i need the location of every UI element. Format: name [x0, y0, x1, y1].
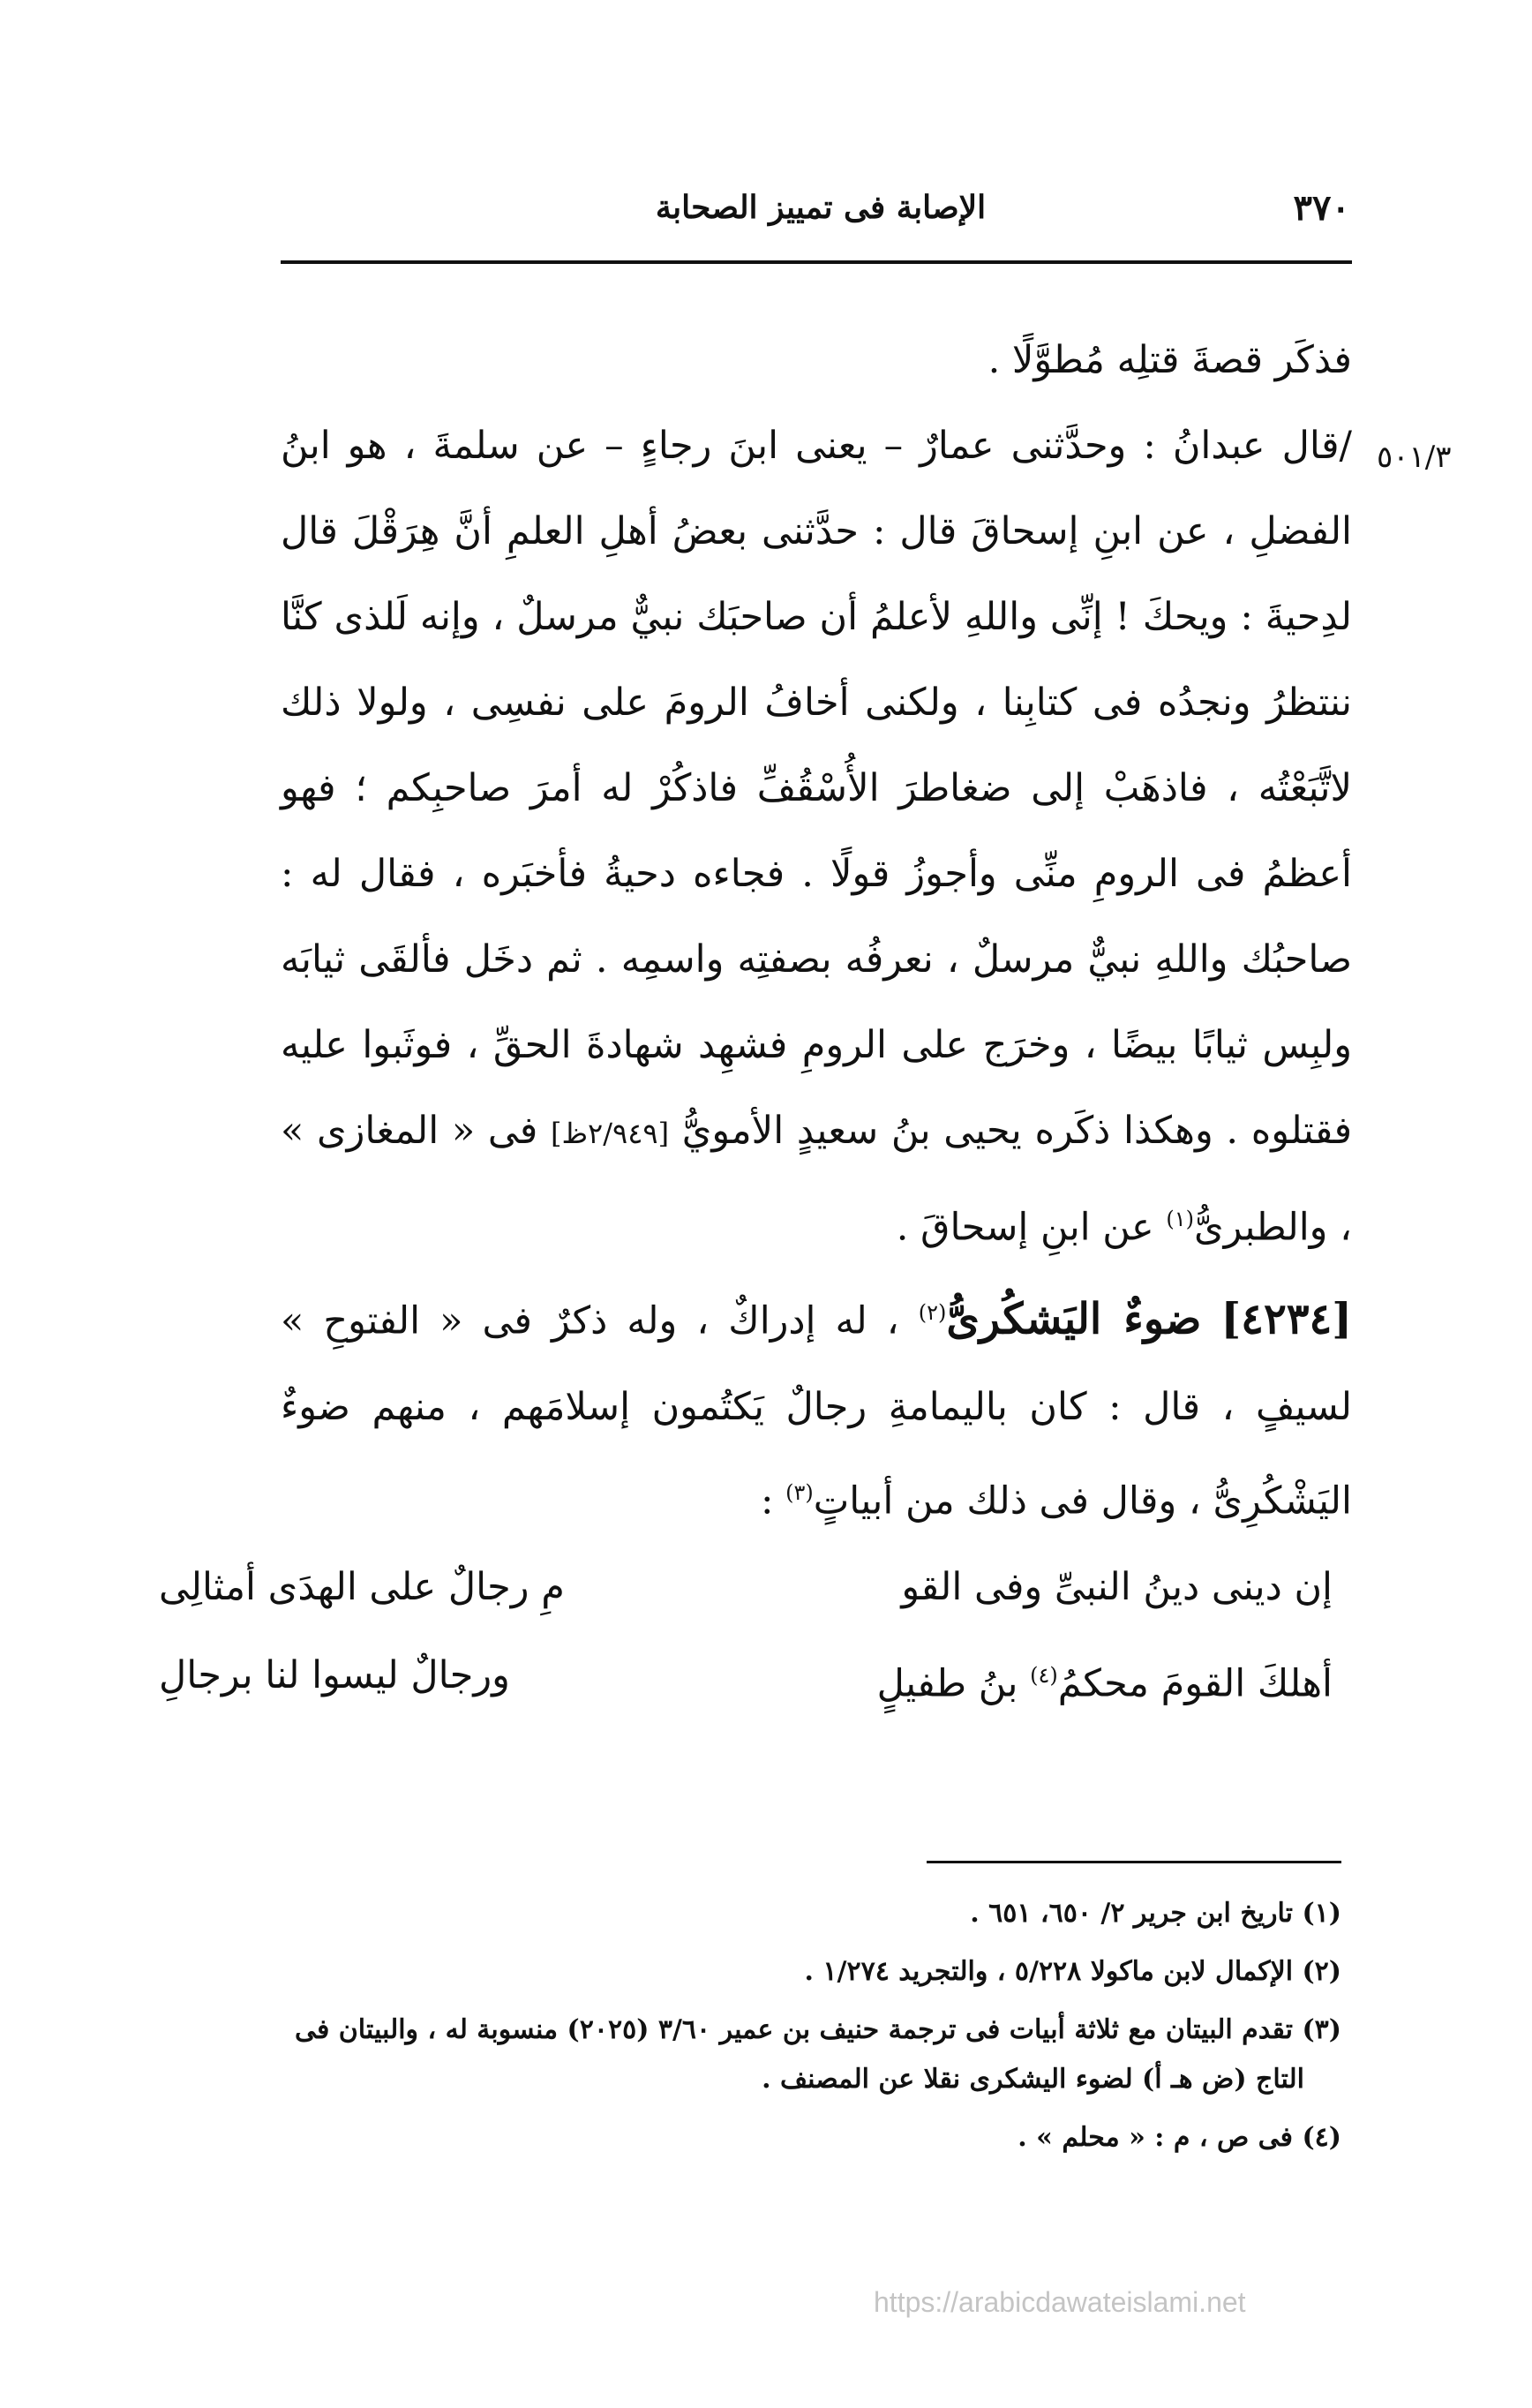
book-title: الإصابة فى تمييز الصحابة: [655, 189, 987, 226]
entry-number: [٤٢٣٤]: [1220, 1294, 1353, 1344]
margin-volume-page-ref: ٥٠١/٣: [1377, 440, 1452, 475]
footnote-3: [203, 2005, 1341, 2104]
verse-1-second-hemistich: مِ رجالٌ على الهدَى أمثالِى: [159, 1565, 565, 1609]
entry-text: ، له إدراكٌ ، وله ذكرٌ فى « الفتوحِ » لسيفٍ ، قال : كان باليمامةِ رجالٌ يَكتُمون إسلامَهم ، منهم ضوءٌ اليَشْكُرِىُّ ، وقال فى ذلك من أبياتٍ: [281, 1298, 1352, 1523]
verse-2-first-end: بنُ طفيلٍ: [876, 1661, 1018, 1706]
footnote-1: (١) تاريخ ابن جرير ٢/ ٦٥٠، ٦٥١ .: [970, 1898, 1341, 1929]
paragraph-heraclius-end: فى « المغازى » ، والطبرىُّ: [281, 1109, 1352, 1250]
paragraph-heraclius-final: عن ابنِ إسحاقَ .: [896, 1205, 1154, 1250]
footnote-3-line-1: (٣) تقدم البيتان مع ثلاثة أبيات فى ترجمة حنيف بن عمير ٣/٦٠ (٢٠٢٥) منسوبة له ، والبيتان فى: [294, 2014, 1341, 2045]
poem-verse-2: [159, 1631, 1333, 1719]
intro-line: فذكَر قصةَ قتلِه مُطوَّلًا .: [988, 338, 1352, 382]
footnote-4: (٤) فى ص ، م : « محلم » .: [1018, 2122, 1341, 2153]
verse-2-second-hemistich: ورجالٌ ليسوا لنا برجالِ: [159, 1653, 510, 1697]
paragraph-heraclius-text: /قال عبدانُ : وحدَّثنى عمارٌ – يعنى ابنَ رجاءٍ – عن سلمةَ ، هو ابنُ الفضلِ ، عن ابنِ إسحاقَ قال : حدَّثنى بعضُ أهلِ العلمِ أنَّ هِرَقْلَ قال لدِحيةَ : ويحكَ ! إنِّى واللهِ لأعلمُ أن صاحبَك نبيٌّ مرسلٌ ، وإنه لَلذى كنَّا ننتظرُ ونجدُه فى كتابِنا ، ولكنى أخافُ الرومَ على نفسِى ، ولولا ذلك لاتَّبَعْتُه ، فاذهَبْ إلى ضغاطرَ الأُسْقُفِّ فاذكُرْ له أمرَ صاحبِكم ؛ فهو أعظمُ فى الرومِ منِّى وأجوزُ قولًا . فجاءه دحيةُ فأخبَره ، فقال له : صاحبُك واللهِ نبيٌّ مرسلٌ ، نعرفُه بصفتِه واسمِه . ثم دخَل فألقَى ثيابَه ولبِس ثيابًا بيضًا ، وخرَج على الرومِ فشهِد شهادةَ الحقِّ ، فوثَبوا عليه فقتلوه . وهكذا ذكَره يحيى بنُ سعيدٍ الأمويُّ: [281, 424, 1353, 1153]
footnote-mark-4: (٤): [1030, 1663, 1058, 1688]
entry-name: ضوءٌ اليَشكُرىُّ: [946, 1294, 1202, 1344]
poem: [159, 1543, 1333, 1719]
footnote-mark-2: (٢): [918, 1300, 947, 1326]
entry-colon: :: [760, 1478, 774, 1523]
header-divider: [281, 260, 1352, 264]
footnote-3-line-2: التاج (ض هـ أ) لضوء اليشكرى نقلا عن المصنف .: [762, 2064, 1304, 2095]
entry-4234: [281, 1270, 1352, 1544]
source-watermark: https://arabicdawateislami.net: [874, 2286, 1246, 2318]
footnote-2: (٢) الإكمال لابن ماكولا ٥/٢٢٨ ، والتجريد ١/٢٧٤ .: [804, 1956, 1341, 1987]
main-text: [281, 318, 1352, 1544]
paragraph-heraclius: [281, 403, 1352, 1270]
footnote-divider: [927, 1861, 1341, 1863]
poem-verse-1: [159, 1543, 1333, 1631]
page-header: [291, 187, 1350, 240]
footnotes: [203, 1889, 1341, 2171]
verse-1-first-hemistich: إن دينى دينُ النبىِّ وفى القو: [901, 1565, 1333, 1609]
verse-2-first-hemistich: [877, 1631, 1333, 1727]
manuscript-ref: [٢/٩٤٩ظ]: [550, 1117, 670, 1150]
footnote-mark-1: (١): [1166, 1207, 1194, 1231]
footnote-mark-3: (٣): [785, 1479, 814, 1505]
page-number: ٣٧٠: [1293, 187, 1350, 229]
verse-2-first-part: أهلكَ القومَ محكمُ: [1057, 1661, 1333, 1706]
